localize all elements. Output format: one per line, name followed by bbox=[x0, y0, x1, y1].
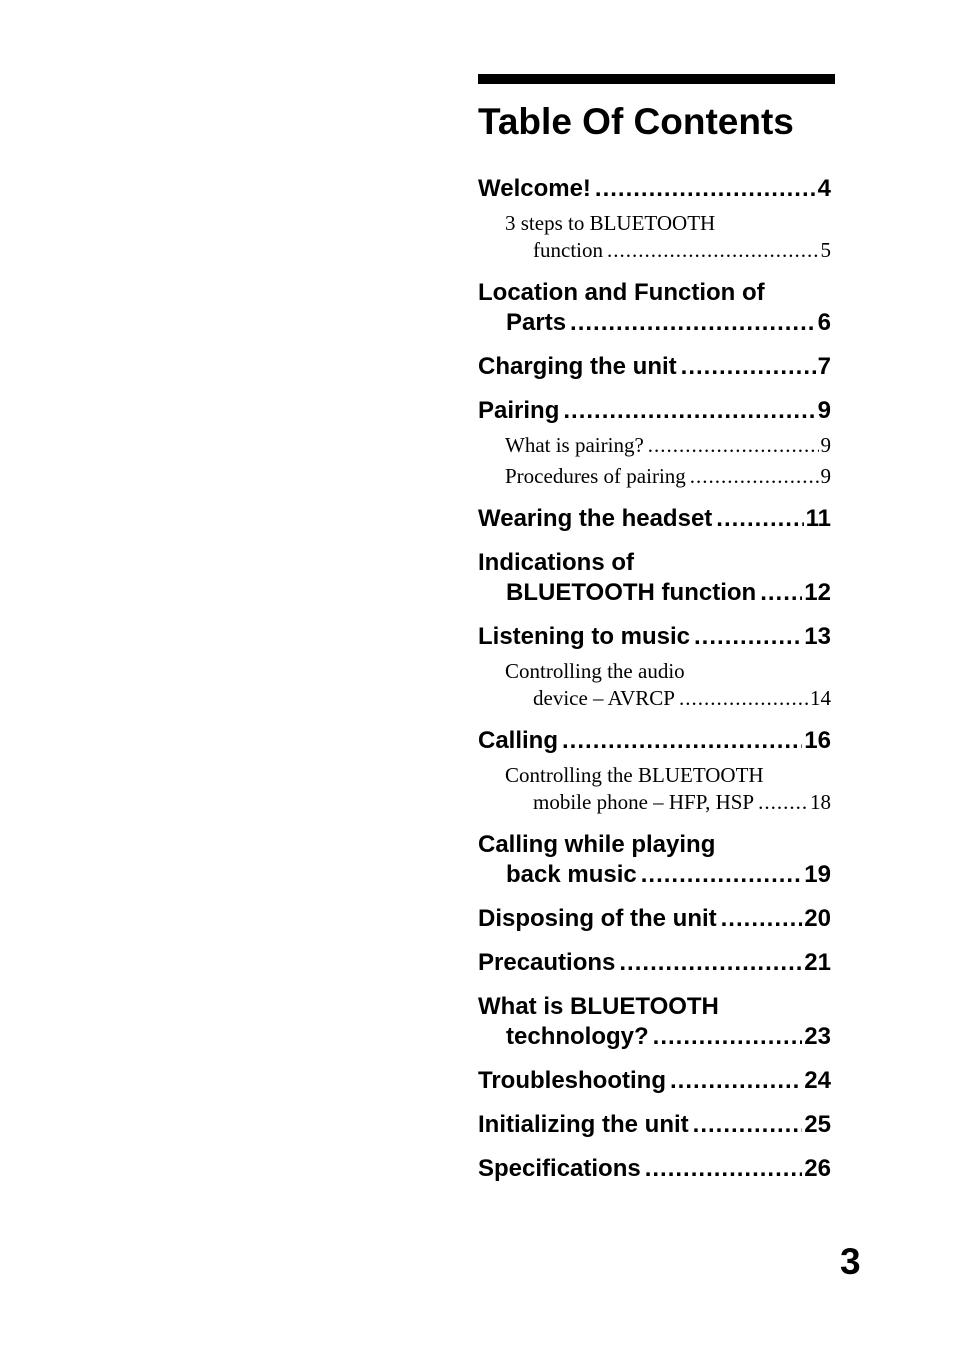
leader-dots bbox=[679, 685, 808, 712]
toc-entry-calling-while-playing[interactable] bbox=[478, 830, 831, 890]
leader-dots bbox=[648, 432, 819, 459]
toc-entry-text: Welcome! bbox=[478, 175, 591, 202]
leader-dots bbox=[721, 904, 803, 934]
toc-entry-text: Initializing the unit bbox=[478, 1111, 689, 1138]
toc-entry-page: 5 bbox=[820, 238, 831, 262]
toc-entry-precautions[interactable] bbox=[478, 948, 831, 978]
leader-dots bbox=[670, 1066, 802, 1096]
leader-dots bbox=[562, 726, 802, 756]
toc-entry-page: 9 bbox=[820, 433, 831, 457]
toc-entry-page: 19 bbox=[804, 861, 831, 888]
header-rule bbox=[478, 74, 835, 84]
leader-dots bbox=[570, 308, 816, 338]
toc-entry-text: function bbox=[533, 238, 603, 262]
toc-entry-text-line1: Location and Function of bbox=[478, 279, 765, 306]
toc-entry-page: 9 bbox=[817, 397, 831, 424]
toc-entry-text: Procedures of pairing bbox=[505, 464, 686, 488]
toc-entry-text: Wearing the headset bbox=[478, 505, 713, 532]
toc-entry-text-line1: Controlling the BLUETOOTH bbox=[505, 763, 764, 787]
toc-entry-text: Charging the unit bbox=[478, 353, 677, 380]
toc-entry-listening[interactable] bbox=[478, 622, 831, 652]
toc-entry-text: Parts bbox=[506, 309, 567, 336]
toc-entry-page: 26 bbox=[804, 1155, 831, 1182]
toc-entry-location-function[interactable] bbox=[478, 278, 831, 338]
toc-entry-page: 18 bbox=[810, 790, 831, 814]
leader-dots bbox=[653, 1022, 803, 1052]
toc-entry-indications[interactable] bbox=[478, 548, 831, 608]
toc-entry-text: Specifications bbox=[478, 1155, 641, 1182]
toc-entry-pairing[interactable] bbox=[478, 396, 831, 426]
toc-entry-page: 23 bbox=[804, 1023, 831, 1050]
page-title: Table Of Contents bbox=[478, 101, 794, 142]
toc-entry-text: Troubleshooting bbox=[478, 1067, 666, 1094]
leader-dots bbox=[760, 578, 802, 608]
toc-entry-page: 16 bbox=[804, 727, 831, 754]
leader-dots bbox=[694, 622, 802, 652]
toc-entry-text: back music bbox=[506, 861, 637, 888]
toc-entry-text: mobile phone – HFP, HSP bbox=[533, 790, 755, 814]
toc-entry-page: 14 bbox=[810, 686, 831, 710]
table-of-contents bbox=[478, 74, 835, 1198]
leader-dots bbox=[758, 789, 808, 816]
toc-entry-text: What is pairing? bbox=[505, 433, 644, 457]
toc-entry-page: 13 bbox=[804, 623, 831, 650]
toc-entry-welcome[interactable] bbox=[478, 174, 831, 204]
toc-entry-text: Precautions bbox=[478, 949, 616, 976]
toc-entry-what-is-bluetooth[interactable] bbox=[478, 992, 831, 1052]
leader-dots bbox=[595, 174, 816, 204]
toc-entry-text-line1: What is BLUETOOTH bbox=[478, 993, 719, 1020]
toc-entry-page: 12 bbox=[804, 579, 831, 606]
toc-entry-text-line1: 3 steps to BLUETOOTH bbox=[505, 211, 716, 235]
toc-entry-page: 21 bbox=[804, 949, 831, 976]
leader-dots bbox=[690, 463, 819, 490]
toc-entry-initializing[interactable] bbox=[478, 1110, 831, 1140]
toc-entry-wearing[interactable] bbox=[478, 504, 831, 534]
toc-entry-disposing[interactable] bbox=[478, 904, 831, 934]
leader-dots bbox=[641, 860, 803, 890]
leader-dots bbox=[563, 396, 815, 426]
toc-entry-specifications[interactable] bbox=[478, 1154, 831, 1184]
toc-entry-page: 20 bbox=[804, 905, 831, 932]
page-number: 3 bbox=[840, 1241, 861, 1282]
leader-dots bbox=[607, 237, 819, 264]
toc-entry-text: Pairing bbox=[478, 397, 560, 424]
toc-entry-page: 7 bbox=[817, 353, 831, 380]
toc-subentry-procedures-pairing[interactable] bbox=[505, 463, 831, 490]
toc-entry-charging[interactable] bbox=[478, 352, 831, 382]
toc-subentry-hfp-hsp[interactable] bbox=[505, 762, 831, 816]
toc-entry-text: Listening to music bbox=[478, 623, 691, 650]
toc-entry-text: Disposing of the unit bbox=[478, 905, 717, 932]
toc-entry-text: device – AVRCP bbox=[533, 686, 675, 710]
toc-subentry-3-steps[interactable] bbox=[505, 210, 831, 264]
toc-entry-page: 24 bbox=[804, 1067, 831, 1094]
leader-dots bbox=[716, 504, 803, 534]
toc-entry-calling[interactable] bbox=[478, 726, 831, 756]
toc-entry-text: technology? bbox=[506, 1023, 649, 1050]
toc-subentry-what-is-pairing[interactable] bbox=[505, 432, 831, 459]
toc-entry-troubleshooting[interactable] bbox=[478, 1066, 831, 1096]
toc-entry-text-line1: Controlling the audio bbox=[505, 659, 685, 683]
toc-entry-page: 11 bbox=[805, 505, 831, 532]
toc-entry-text-line1: Indications of bbox=[478, 549, 634, 576]
toc-entry-text-line1: Calling while playing bbox=[478, 831, 716, 858]
toc-entry-text: BLUETOOTH function bbox=[506, 579, 757, 606]
leader-dots bbox=[693, 1110, 803, 1140]
toc-subentry-avrcp[interactable] bbox=[505, 658, 831, 712]
toc-entry-page: 4 bbox=[817, 175, 831, 202]
leader-dots bbox=[681, 352, 816, 382]
leader-dots bbox=[619, 948, 802, 978]
leader-dots bbox=[645, 1154, 803, 1184]
toc-entry-page: 25 bbox=[804, 1111, 831, 1138]
toc-entry-text: Calling bbox=[478, 727, 559, 754]
toc-entry-page: 9 bbox=[820, 464, 831, 488]
toc-entry-page: 6 bbox=[817, 309, 831, 336]
